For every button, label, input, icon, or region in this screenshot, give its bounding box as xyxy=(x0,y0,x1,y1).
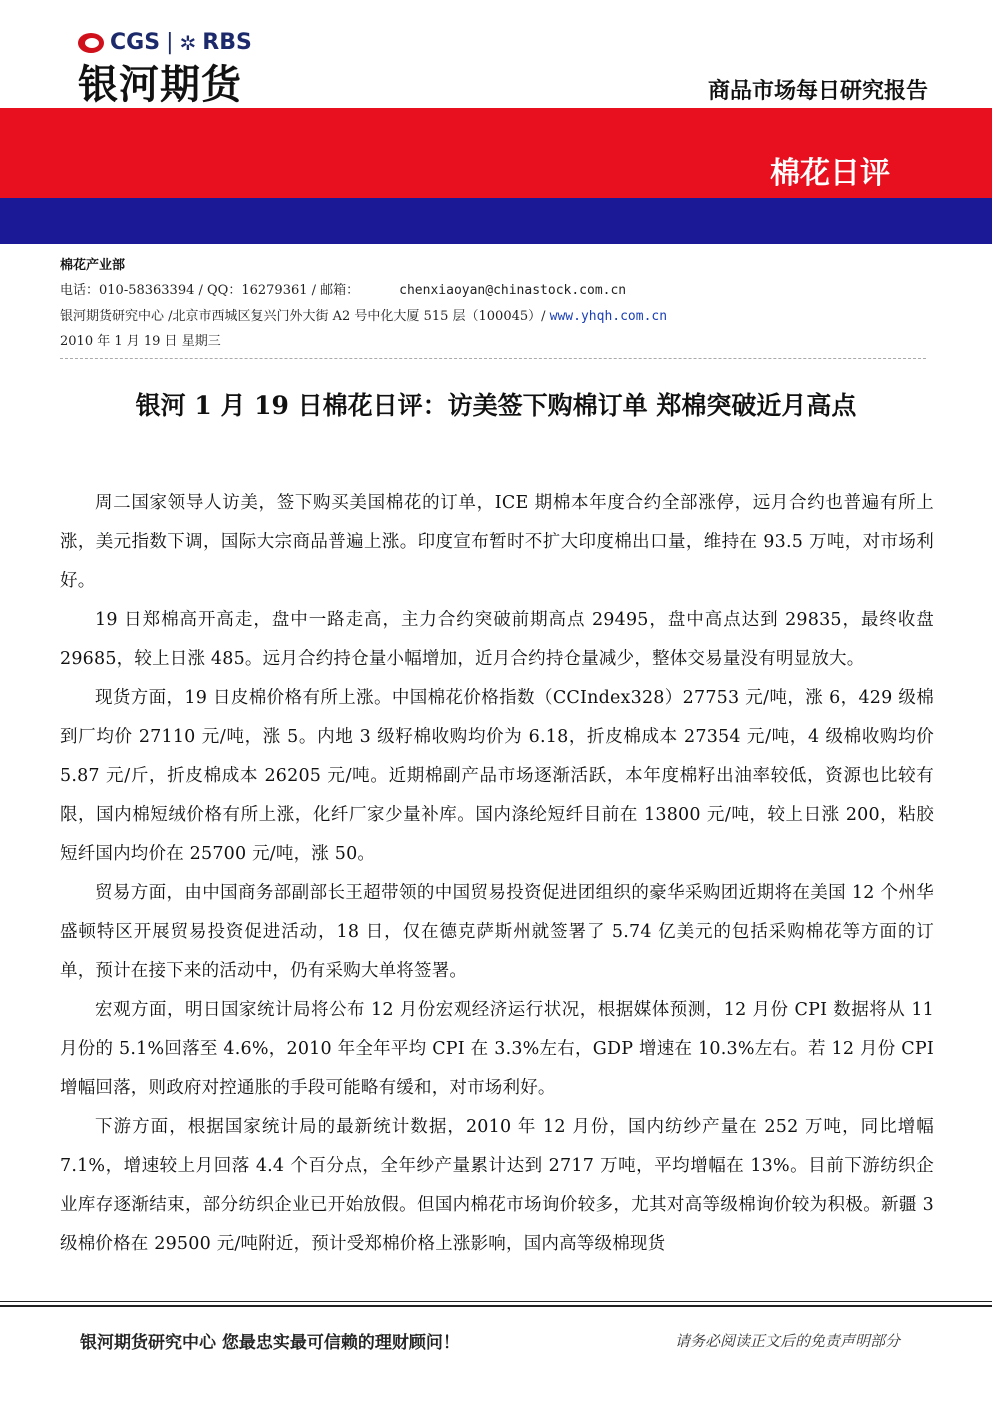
blue-banner xyxy=(0,198,992,244)
rbs-daisy-icon: ✲ xyxy=(179,30,197,55)
address-text: 银河期货研究中心 /北京市西城区复兴门外大街 A2 号中化大厦 515 层（100045）/ xyxy=(60,309,550,324)
logo-en: CGS xyxy=(110,30,161,55)
footer-disclaimer: 请务必阅读正文后的免责声明部分 xyxy=(674,1332,900,1350)
logo-mark xyxy=(78,30,252,55)
department: 棉花产业部 xyxy=(60,258,126,273)
address-line xyxy=(60,305,667,324)
cgs-swirl-icon xyxy=(78,33,104,53)
report-date: 2010 年 1 月 19 日 星期三 xyxy=(60,334,221,349)
website-link[interactable]: www.yhqh.com.cn xyxy=(549,309,668,324)
logo-cn-name: 银河期货 xyxy=(78,62,242,108)
paragraph: 现货方面，19 日皮棉价格有所上涨。中国棉花价格指数（CCIndex328）27753 元/吨，涨 6，429 级棉到厂均价 27110 元/吨，涨 5。内地 3 级籽棉收购均价为 6.18，折皮棉成本 27354 元/吨，4 级棉收购均价 5.87 元/斤，折皮棉成本 26205 元/吨。近期棉副产品市场逐渐活跃，本年度棉籽出油率较低，资源也比较有限，国内棉短绒价格有所上涨，化纤厂家少量补库。国内涤纶短纤目前在 13800 元/吨，较上日涨 200，粘胶短纤国内均价在 25700 元/吨，涨 50。 xyxy=(60,688,934,864)
footer-rule-thick xyxy=(0,1305,992,1307)
section-title: 棉花日评 xyxy=(770,156,890,191)
email-link[interactable]: chenxiaoyan@chinastock.com.cn xyxy=(399,283,627,298)
contact-info: 电话：010-58363394 / QQ：16279361 / 邮箱： xyxy=(60,283,360,298)
report-type: 商品市场每日研究报告 xyxy=(707,79,928,104)
company-logo xyxy=(78,30,252,110)
logo-separator: | xyxy=(166,30,174,55)
contact-line xyxy=(60,279,626,298)
footer-rule xyxy=(0,1301,992,1302)
paragraph: 19 日郑棉高开高走，盘中一路走高，主力合约突破前期高点 29495，盘中高点达到 29835，最终收盘 29685，较上日涨 485。远月合约持仓量小幅增加，近月合约持仓量减少，整体交易量没有明显放大。 xyxy=(60,610,934,669)
paragraph: 周二国家领导人访美，签下购买美国棉花的订单，ICE 期棉本年度合约全部涨停，远月合约也普遍有所上涨，美元指数下调，国际大宗商品普遍上涨。印度宣布暂时不扩大印度棉出口量，维持在 93.5 万吨，对市场利好。 xyxy=(60,493,934,591)
logo-partner: RBS xyxy=(202,30,252,55)
paragraph: 宏观方面，明日国家统计局将公布 12 月份宏观经济运行状况，根据媒体预测，12 月份 CPI 数据将从 11 月份的 5.1%回落至 4.6%，2010 年全年平均 CPI 在 3.3%左右，GDP 增速在 10.3%左右。若 12 月份 CPI 增幅回落，则政府对控通胀的手段可能略有缓和，对市场利好。 xyxy=(60,1000,934,1098)
footer-slogan: 银河期货研究中心 您最忠实最可信赖的理财顾问！ xyxy=(80,1333,460,1353)
article-body xyxy=(60,484,934,1264)
paragraph: 贸易方面，由中国商务部副部长王超带领的中国贸易投资促进团组织的豪华采购团近期将在美国 12 个州华盛顿特区开展贸易投资促进活动，18 日，仅在德克萨斯州就签署了 5.74 亿美元的包括采购棉花等方面的订单，预计在接下来的活动中，仍有采购大单将签署。 xyxy=(60,883,934,981)
divider xyxy=(60,358,926,359)
article-headline: 银河 1 月 19 日棉花日评：访美签下购棉订单 郑棉突破近月高点 xyxy=(135,391,857,420)
paragraph: 下游方面，根据国家统计局的最新统计数据，2010 年 12 月份，国内纺纱产量在 252 万吨，同比增幅 7.1%，增速较上月回落 4.4 个百分点，全年纱产量累计达到 2717 万吨，平均增幅在 13%。目前下游纺织企业库存逐渐结束，部分纺织企业已开始放假。但国内棉花市场询价较多，尤其对高等级棉询价较为积极。新疆 3 级棉价格在 29500 元/吨附近，预计受郑棉价格上涨影响，国内高等级棉现货 xyxy=(60,1117,934,1254)
